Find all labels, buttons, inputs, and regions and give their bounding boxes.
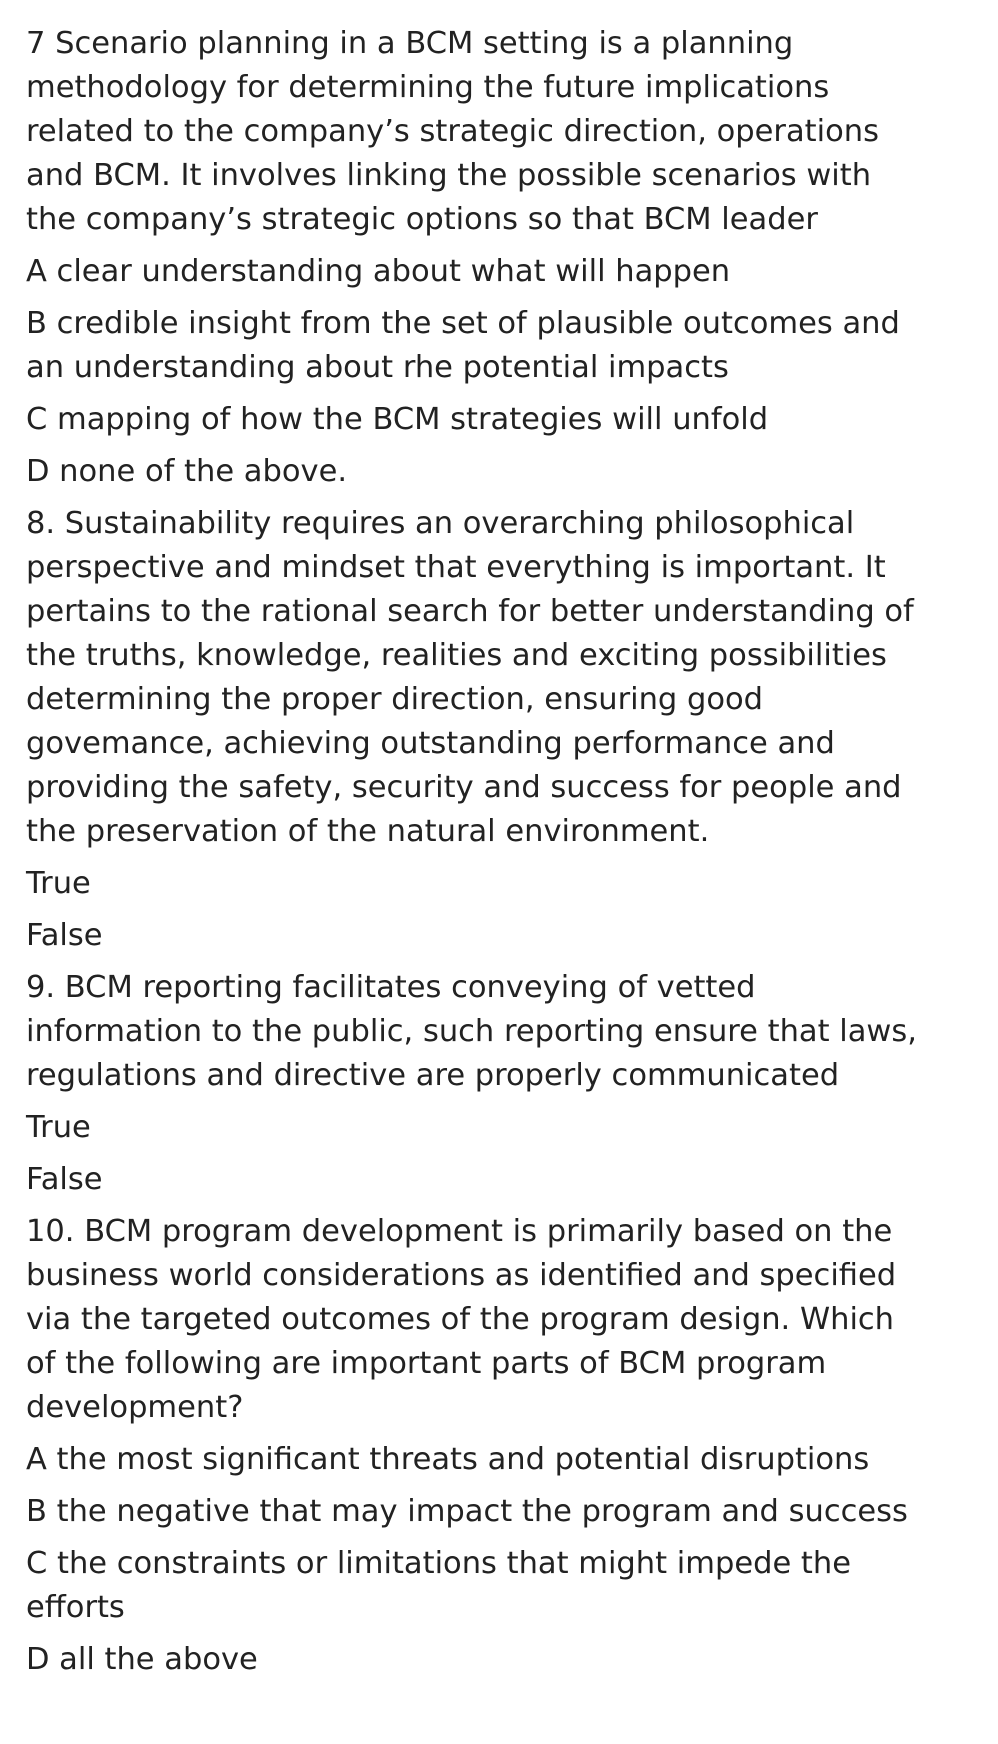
text-line: the company’s strategic options so that BCM leader (26, 202, 818, 237)
question-7-option-d (26, 450, 976, 494)
option-text: efforts (26, 1590, 125, 1625)
question-8-option-true (26, 862, 976, 906)
option-text: B the negative that may impact the program and success (26, 1494, 908, 1529)
question-9-option-true (26, 1106, 976, 1150)
question-10-option-d (26, 1638, 976, 1682)
question-9-text (26, 966, 976, 1098)
text-line: perspective and mindset that everything is important. It (26, 550, 886, 585)
question-8-text (26, 502, 976, 854)
option-text: B credible insight from the set of plausible outcomes and (26, 306, 900, 341)
text-line: related to the company’s strategic direction, operations (26, 114, 879, 149)
question-8-option-false (26, 914, 976, 958)
text-line: the truths, knowledge, realities and exciting possibilities (26, 638, 887, 673)
option-text: C mapping of how the BCM strategies will unfold (26, 402, 769, 437)
document-page (26, 22, 976, 1690)
text-line: determining the proper direction, ensuring good (26, 682, 764, 717)
question-10-option-b (26, 1490, 976, 1534)
option-text: A the most significant threats and potential disruptions (26, 1442, 870, 1477)
text-line: 8. Sustainability requires an overarching philosophical (26, 506, 855, 541)
text-line: methodology for determining the future implications (26, 70, 830, 105)
question-10-option-c (26, 1542, 976, 1630)
option-text: D all the above (26, 1642, 258, 1677)
option-text: True (26, 1110, 91, 1145)
option-text: an understanding about rhe potential impacts (26, 350, 729, 385)
question-7-option-a (26, 250, 976, 294)
option-text: True (26, 866, 91, 901)
text-line: and BCM. It involves linking the possible scenarios with (26, 158, 872, 193)
question-7-option-c (26, 398, 976, 442)
text-line: providing the safety, security and success for people and (26, 770, 902, 805)
text-line: regulations and directive are properly communicated (26, 1058, 840, 1093)
option-text: A clear understanding about what will happen (26, 254, 731, 289)
text-line: 7 Scenario planning in a BCM setting is a planning (26, 26, 794, 61)
text-line: via the targeted outcomes of the program design. Which (26, 1302, 895, 1337)
question-7-text (26, 22, 976, 242)
question-10-option-a (26, 1438, 976, 1482)
question-9-option-false (26, 1158, 976, 1202)
text-line: 9. BCM reporting facilitates conveying of vetted (26, 970, 756, 1005)
option-text: False (26, 1162, 103, 1197)
text-line: business world considerations as identified and specified (26, 1258, 897, 1293)
option-text: D none of the above. (26, 454, 348, 489)
option-text: False (26, 918, 103, 953)
question-7-option-b (26, 302, 976, 390)
text-line: pertains to the rational search for better understanding of (26, 594, 914, 629)
question-10-text (26, 1210, 976, 1430)
text-line: development? (26, 1390, 244, 1425)
option-text: C the constraints or limitations that might impede the (26, 1546, 851, 1581)
text-line: 10. BCM program development is primarily based on the (26, 1214, 893, 1249)
text-line: the preservation of the natural environment. (26, 814, 710, 849)
text-line: of the following are important parts of BCM program (26, 1346, 827, 1381)
text-line: information to the public, such reporting ensure that laws, (26, 1014, 917, 1049)
text-line: govemance, achieving outstanding performance and (26, 726, 835, 761)
